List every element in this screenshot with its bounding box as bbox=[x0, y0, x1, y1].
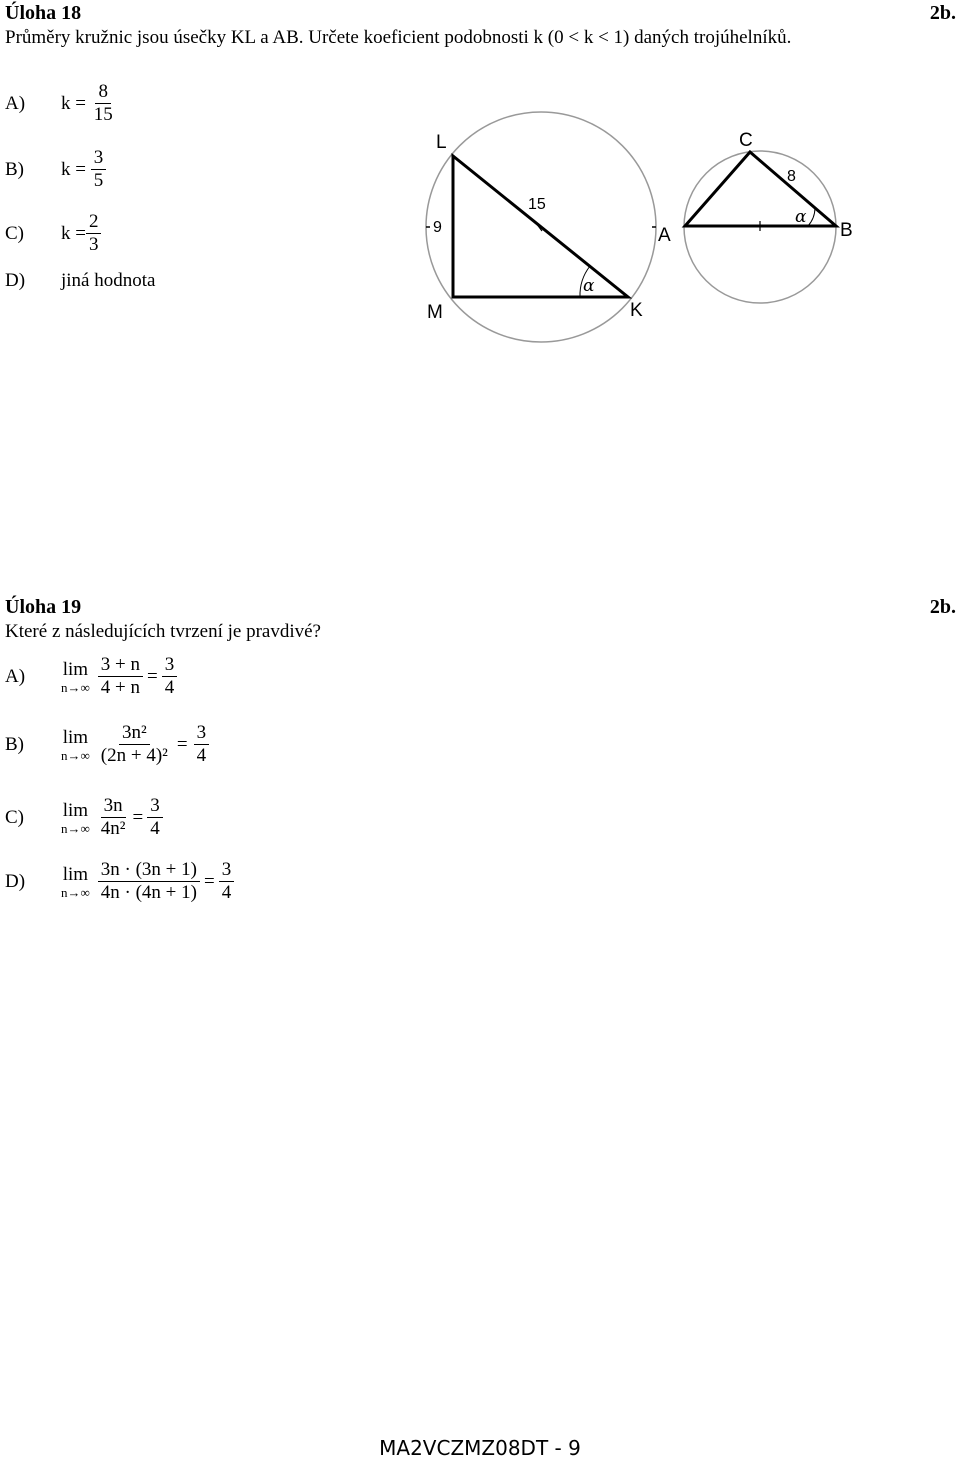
angle-alpha-left: α bbox=[583, 276, 595, 296]
task-19-option-a[interactable] bbox=[5, 655, 177, 698]
limit-operator bbox=[61, 659, 90, 695]
limit-operator bbox=[61, 800, 90, 836]
task-18-option-c[interactable] bbox=[5, 212, 101, 255]
fraction-denominator: 3 bbox=[88, 234, 99, 255]
fraction-numerator: 8 bbox=[95, 82, 111, 104]
fraction-denominator: 15 bbox=[93, 104, 113, 125]
fraction-denominator: 4n² bbox=[100, 818, 126, 839]
task-19-points: 2b. bbox=[929, 596, 956, 618]
lim-subscript: n→∞ bbox=[61, 679, 90, 695]
option-label: A) bbox=[5, 665, 26, 687]
equals-sign: = bbox=[132, 806, 144, 828]
fraction bbox=[91, 82, 116, 125]
fraction-denominator: 4n · (4n + 1) bbox=[100, 882, 197, 903]
equals-sign: = bbox=[176, 733, 188, 755]
task-18-question: Průměry kružnic jsou úsečky KL a AB. Určete koeficient podobnosti k (0 < k < 1) daných trojúhelníků. bbox=[5, 27, 792, 48]
angle-alpha-right: α bbox=[795, 207, 807, 227]
fraction-numerator: 3 + n bbox=[98, 655, 143, 677]
equals-sign: = bbox=[147, 665, 158, 687]
vertex-M: M bbox=[427, 302, 443, 323]
option-label: B) bbox=[5, 158, 24, 180]
result-fraction bbox=[219, 860, 235, 903]
fraction-numerator: 2 bbox=[86, 212, 102, 234]
fraction-denominator: 4 bbox=[164, 677, 175, 698]
triangle-abc bbox=[685, 152, 836, 226]
lim-word: lim bbox=[62, 658, 89, 680]
fraction-numerator: 3 bbox=[219, 860, 235, 882]
option-label: C) bbox=[5, 222, 24, 244]
angle-arc-right bbox=[808, 208, 815, 226]
limit-operator bbox=[61, 727, 90, 763]
triangle-lmk bbox=[453, 156, 628, 297]
task-19-title: Úloha 19 bbox=[5, 596, 82, 618]
fraction-numerator: 3n² bbox=[119, 723, 150, 745]
option-var: k bbox=[61, 158, 71, 180]
vertex-K: K bbox=[630, 300, 643, 321]
task-18-option-a[interactable] bbox=[5, 82, 116, 125]
task-19-question: Které z následujících tvrzení je pravdivé? bbox=[5, 621, 321, 642]
fraction-denominator: 5 bbox=[93, 170, 104, 191]
lim-word: lim bbox=[62, 726, 89, 748]
option-eq: = bbox=[75, 158, 86, 180]
task-18-option-b[interactable] bbox=[5, 148, 106, 191]
fraction bbox=[86, 212, 102, 255]
fraction-numerator: 3n · (3n + 1) bbox=[98, 860, 200, 882]
lim-word: lim bbox=[62, 799, 89, 821]
fraction-numerator: 3n bbox=[101, 796, 126, 818]
option-eq: = bbox=[75, 92, 86, 114]
task-18-figure bbox=[400, 100, 880, 350]
fraction-numerator: 3 bbox=[91, 148, 107, 170]
option-label: D) bbox=[5, 270, 26, 291]
fraction-denominator: (2n + 4)² bbox=[100, 745, 168, 766]
lim-word: lim bbox=[62, 863, 89, 885]
task-19-option-d[interactable] bbox=[5, 860, 234, 903]
result-fraction bbox=[194, 723, 210, 766]
vertex-C: C bbox=[739, 130, 753, 151]
task-19-option-b[interactable] bbox=[5, 723, 209, 766]
lim-subscript: n→∞ bbox=[61, 884, 90, 900]
option-var: k bbox=[61, 222, 71, 244]
option-label: D) bbox=[5, 870, 26, 892]
lim-subscript: n→∞ bbox=[61, 747, 90, 763]
option-var: k bbox=[61, 92, 71, 114]
task-18-points: 2b. bbox=[929, 2, 956, 24]
page-footer: MA2VCZMZ08DT - 9 bbox=[379, 1436, 581, 1460]
side-lm-label: 9 bbox=[433, 219, 442, 236]
option-text: jiná hodnota bbox=[61, 270, 156, 291]
vertex-A: A bbox=[658, 225, 671, 246]
fraction-numerator: 3 bbox=[194, 723, 210, 745]
result-fraction bbox=[147, 796, 163, 839]
fraction-denominator: 4 bbox=[221, 882, 232, 903]
task-18-title: Úloha 18 bbox=[5, 2, 82, 24]
task-19-option-c[interactable] bbox=[5, 796, 163, 839]
fraction-numerator: 3 bbox=[147, 796, 163, 818]
option-eq: = bbox=[75, 222, 86, 244]
fraction bbox=[98, 796, 129, 839]
option-label: B) bbox=[5, 733, 24, 755]
vertex-L: L bbox=[436, 132, 447, 153]
fraction-denominator: 4 + n bbox=[100, 677, 140, 698]
option-label: A) bbox=[5, 92, 26, 114]
limit-operator bbox=[61, 864, 90, 900]
fraction-numerator: 3 bbox=[162, 655, 178, 677]
side-cb-label: 8 bbox=[787, 168, 796, 185]
fraction bbox=[98, 860, 200, 903]
fraction-denominator: 4 bbox=[196, 745, 207, 766]
fraction bbox=[91, 148, 107, 191]
fraction bbox=[98, 655, 143, 698]
task-18-option-d[interactable] bbox=[5, 270, 155, 292]
lim-subscript: n→∞ bbox=[61, 820, 90, 836]
side-lk-label: 15 bbox=[528, 196, 546, 213]
result-fraction bbox=[162, 655, 178, 698]
fraction bbox=[98, 723, 171, 766]
option-label: C) bbox=[5, 806, 24, 828]
equals-sign: = bbox=[203, 870, 215, 892]
vertex-B: B bbox=[840, 220, 853, 241]
fraction-denominator: 4 bbox=[150, 818, 160, 839]
